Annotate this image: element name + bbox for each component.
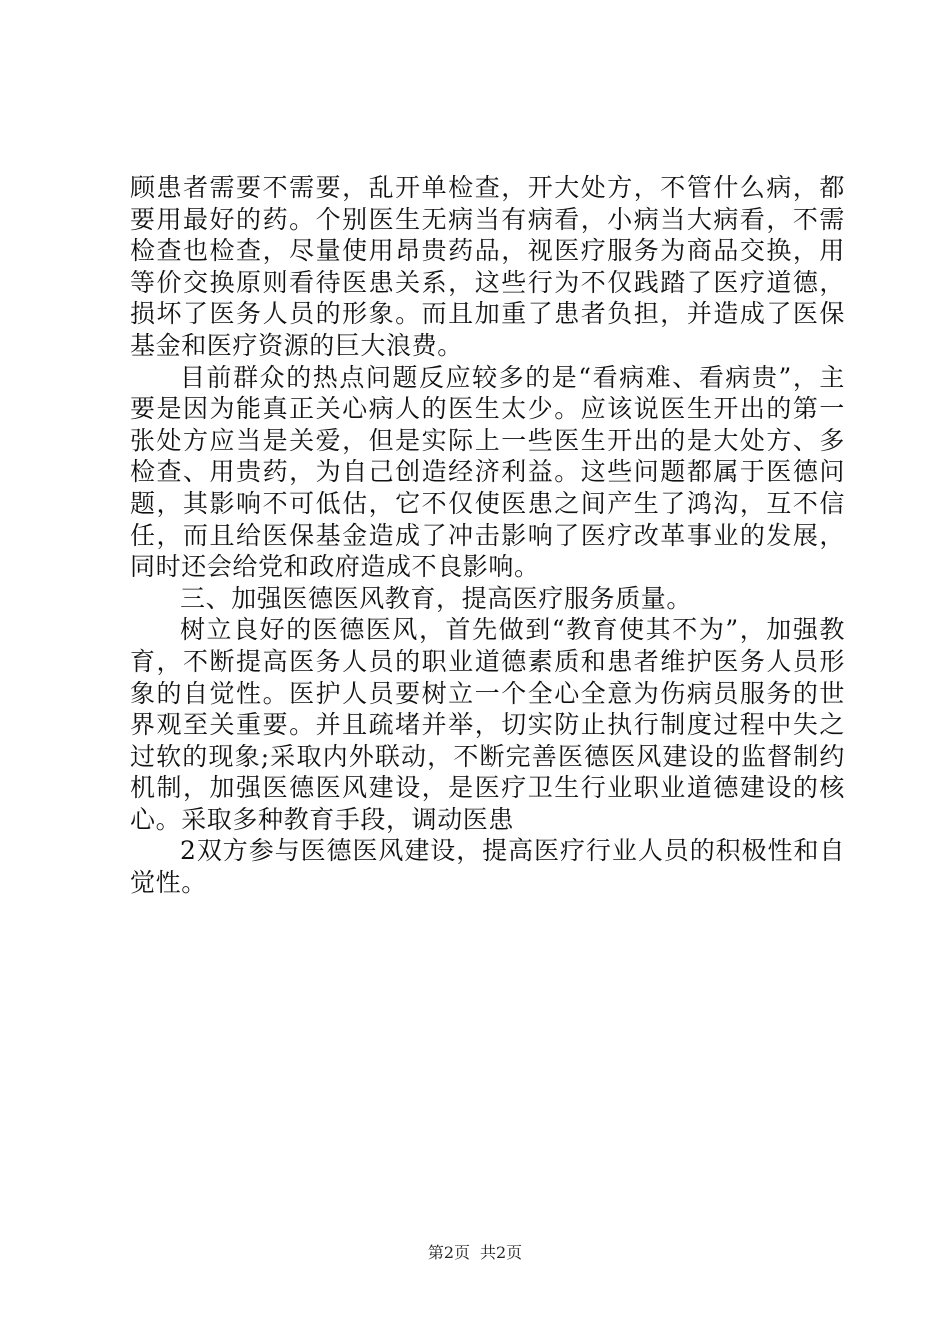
paragraph-hot-issues: 目前群众的热点问题反应较多的是“看病难、看病贵”，主要是因为能真正关心病人的医生太少。应该说医生开出的第一张处方应当是关爱，但是实际上一些医生开出的是大处方、多检查、用贵药，为自己创造经济利益。这些问题都属于医德问题，其影响不可低估，它不仅使医患之间产生了鸿沟，互不信任，而且给医保基金造成了冲击影响了医疗改革事业的发展，同时还会给党和政府造成不良影响。 — [130, 362, 845, 582]
document-body — [130, 172, 845, 899]
page-total: 共2页 — [480, 1243, 523, 1262]
paragraph-ethics-education: 树立良好的医德医风，首先做到“教育使其不为”，加强教育，不断提高医务人员的职业道德素质和患者维护医务人员形象的自觉性。医护人员要树立一个全心全意为伤病员服务的世界观至关重要。并且疏堵并举，切实防止执行制度过程中失之过软的现象;采取内外联动，不断完善医德医风建设的监督制约机制，加强医德医风建设，是医疗卫生行业职业道德建设的核心。采取多种教育手段，调动医患 — [130, 615, 845, 834]
page-number: 第2页 — [427, 1243, 470, 1262]
section-heading: 三、加强医德医风教育，提高医疗服务质量。 — [180, 583, 693, 613]
page-footer — [0, 1242, 950, 1264]
paragraph-continuation: 顾患者需要不需要，乱开单检查，开大处方，不管什么病，都要用最好的药。个别医生无病当有病看，小病当大病看，不需检查也检查，尽量使用昂贵药品，视医疗服务为商品交换，用等价交换原则看待医患关系，这些行为不仅践踏了医疗道德，损坏了医务人员的形象。而且加重了患者负担，并造成了医保基金和医疗资源的巨大浪费。 — [130, 173, 845, 360]
paragraph-participation: 2双方参与医德医风建设，提高医疗行业人员的积极性和自觉性。 — [130, 836, 845, 898]
